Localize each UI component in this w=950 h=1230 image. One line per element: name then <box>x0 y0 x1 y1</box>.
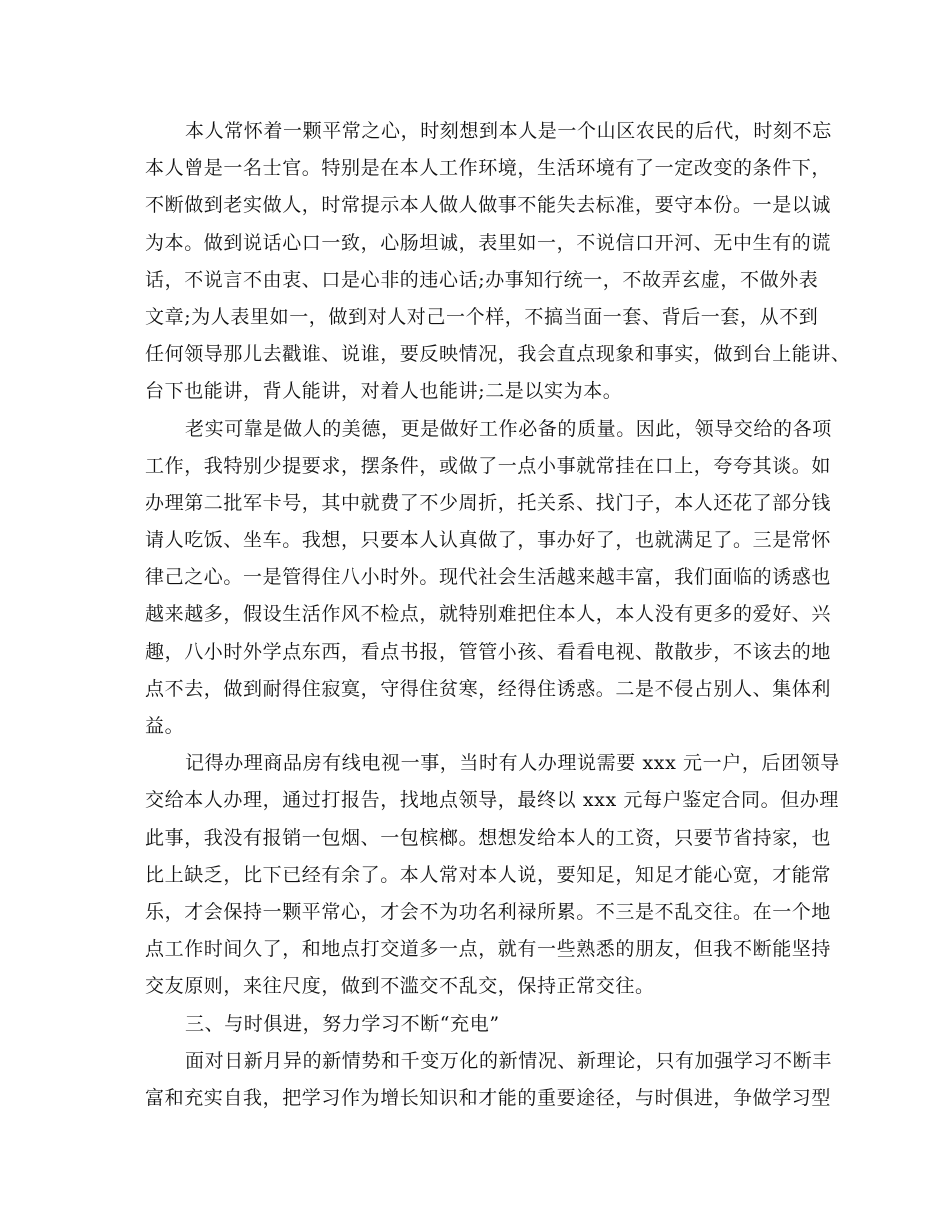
text-line: 话，不说言不由衷、口是心非的违心话;办事知行统一，不故弄玄虚，不做外表 <box>145 268 819 291</box>
text-line: 交给本人办理，通过打报告，找地点领导，最终以 xxx 元每户鉴定合同。但办理 <box>145 789 840 812</box>
text-line: 本人曾是一名士官。特别是在本人工作环境，生活环境有了一定改变的条件下， <box>145 157 832 180</box>
text-line: 文章;为人表里如一，做到对人对己一个样，不搞当面一套、背后一套，从不到 <box>145 305 819 328</box>
text-line: 乐，才会保持一颗平常心，才会不为功名利禄所累。不三是不乱交往。在一个地 <box>145 900 832 923</box>
text-line: 点不去，做到耐得住寂寞，守得住贫寒，经得住诱惑。二是不侵占别人、集体利 <box>145 677 832 700</box>
text-line: 富和充实自我，把学习作为增长知识和才能的重要途径，与时俱进，争做学习型 <box>145 1086 832 1109</box>
text-line: 越来越多，假设生活作风不检点，就特别难把住本人，本人没有更多的爱好、兴 <box>145 603 832 626</box>
text-line: 益。 <box>145 715 185 737</box>
text-line: 面对日新月异的新情势和千变万化的新情况、新理论，只有加强学习不断丰 <box>185 1049 832 1072</box>
text-line: 本人常怀着一颗平常之心，时刻想到本人是一个山区农民的后代，时刻不忘 <box>185 120 832 142</box>
text-line: 交友原则，来往尺度，做到不滥交不乱交，保持正常交往。 <box>145 975 655 998</box>
text-line: 趣，八小时外学点东西，看点书报，管管小孩、看看电视、散散步，不该去的地 <box>145 640 832 663</box>
text-line: 此事，我没有报销一包烟、一包槟榔。想想发给本人的工资，只要节省持家，也 <box>145 826 832 849</box>
text-line: 工作，我特别少提要求，摆条件，或做了一点小事就常挂在口上，夸夸其谈。如 <box>145 454 832 477</box>
text-line: 不断做到老实做人，时常提示本人做人做事不能失去标准，要守本份。一是以诚 <box>145 194 832 217</box>
text-line: 为本。做到说话心口一致，心肠坦诚，表里如一，不说信口开河、无中生有的谎 <box>145 231 832 254</box>
document-body <box>145 113 851 1117</box>
text-line: 台下也能讲，背人能讲，对着人也能讲;二是以实为本。 <box>145 380 623 403</box>
text-line: 律己之心。一是管得住八小时外。现代社会生活越来越丰富，我们面临的诱惑也 <box>145 566 832 589</box>
text-line: 老实可靠是做人的美德，更是做好工作必备的质量。因此，领导交给的各项 <box>185 417 832 440</box>
text-line: 办理第二批军卡号，其中就费了不少周折，托关系、找门子，本人还花了部分钱 <box>145 491 832 514</box>
text-line: 比上缺乏，比下已经有余了。本人常对本人说，要知足，知足才能心宽，才能常 <box>145 863 832 886</box>
text-line: 点工作时间久了，和地点打交道多一点，就有一些熟悉的朋友，但我不断能坚持 <box>145 938 832 961</box>
text-line: 记得办理商品房有线电视一事，当时有人办理说需要 xxx 元一户，后团领导 <box>185 752 840 775</box>
text-line: 三、与时俱进，努力学习不断“充电” <box>185 1012 500 1035</box>
text-line: 请人吃饭、坐车。我想，只要本人认真做了，事办好了，也就满足了。三是常怀 <box>145 529 832 552</box>
text-line: 任何领导那儿去戳谁、说谁，要反映情况，我会直点现象和事实，做到台上能讲、 <box>145 343 851 366</box>
